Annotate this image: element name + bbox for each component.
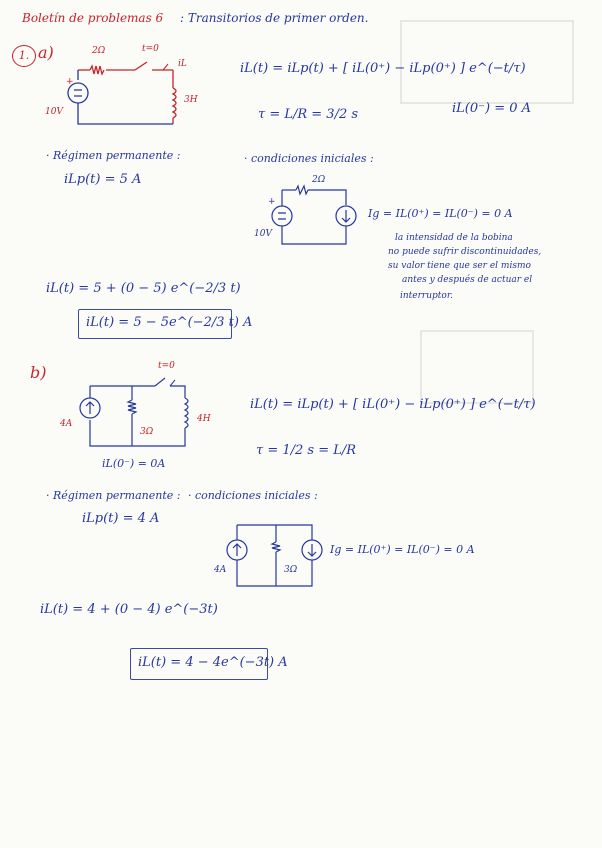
part-b-initial-heading: · condiciones iniciales : bbox=[188, 489, 318, 502]
circuit-b-blue bbox=[80, 378, 188, 446]
circuit-a-switch-label: t=0 bbox=[142, 44, 159, 54]
circuit-a-blue bbox=[68, 70, 173, 124]
circuit-a-r-label: 2Ω bbox=[92, 46, 106, 56]
part-a-steady-heading: · Régimen permanente : bbox=[46, 149, 181, 162]
part-a-substitution: iL(t) = 5 + (0 − 5) e^(−2/3 t) bbox=[46, 281, 241, 296]
initial-circuit-a-r: 2Ω bbox=[312, 175, 326, 185]
circuit-a-l-label: 3H bbox=[184, 95, 198, 105]
part-a-note-line: antes y después de actuar el bbox=[402, 275, 533, 285]
initial-circuit-b-source: 4A bbox=[214, 565, 227, 575]
circuit-b-switch-label: t=0 bbox=[158, 361, 175, 371]
part-a-note-line: su valor tiene que ser el mismo bbox=[388, 261, 531, 271]
circuit-b-initial bbox=[227, 525, 322, 586]
circuit-b-r-label: 3Ω bbox=[140, 427, 154, 437]
circuit-b-l-label: 4H bbox=[197, 414, 211, 424]
header-subtitle: : Transitorios de primer orden. bbox=[180, 11, 369, 25]
part-b-steady-heading: · Régimen permanente : bbox=[46, 489, 181, 502]
part-a-label: a) bbox=[38, 43, 54, 62]
part-b-general-formula: iL(t) = iLp(t) + [ iL(0⁺) − iLp(0⁺) ] e^(−t/τ) bbox=[250, 397, 536, 412]
part-a-note-line: interruptor. bbox=[400, 291, 453, 301]
initial-circuit-a-source: 10V bbox=[254, 229, 272, 239]
circuit-a-red bbox=[78, 62, 176, 124]
part-a-note-line: no puede sufrir discontinuidades, bbox=[388, 247, 542, 257]
initial-circuit-a-plus: + bbox=[268, 197, 276, 207]
header-title: Boletín de problemas 6 bbox=[22, 11, 164, 25]
part-b-initial-eq: Ig = IL(0⁺) = IL(0⁻) = 0 A bbox=[330, 543, 475, 556]
circuit-a-initial bbox=[272, 186, 356, 244]
part-b-substitution: iL(t) = 4 + (0 − 4) e^(−3t) bbox=[40, 602, 218, 617]
part-b-result: iL(t) = 4 − 4e^(−3t) A bbox=[138, 655, 288, 670]
circuit-a-source-label: 10V bbox=[45, 107, 63, 117]
circuit-b-initial-label: iL(0⁻) = 0A bbox=[102, 457, 166, 470]
problem-number: 1. bbox=[12, 45, 36, 67]
part-a-general-formula: iL(t) = iLp(t) + [ iL(0⁺) − iLp(0⁺) ] e^(−t/τ) bbox=[240, 61, 526, 76]
circuit-a-il-label: iL bbox=[178, 59, 187, 69]
part-b-label: b) bbox=[30, 363, 47, 382]
circuit-b-source-label: 4A bbox=[60, 419, 73, 429]
part-a-note-line: la intensidad de la bobina bbox=[395, 233, 513, 243]
part-a-result: iL(t) = 5 − 5e^(−2/3 t) A bbox=[86, 315, 253, 330]
part-a-steady-value: iLp(t) = 5 A bbox=[64, 172, 142, 187]
part-a-tau: τ = L/R = 3/2 s bbox=[258, 107, 359, 122]
part-b-tau: τ = 1/2 s = L/R bbox=[256, 443, 357, 458]
part-a-initial-heading: · condiciones iniciales : bbox=[244, 152, 374, 165]
part-a-initial-eq: Ig = IL(0⁺) = IL(0⁻) = 0 A bbox=[368, 207, 513, 220]
initial-circuit-b-r: 3Ω bbox=[284, 565, 298, 575]
part-a-initial-value: iL(0⁻) = 0 A bbox=[452, 101, 532, 116]
part-b-steady-value: iLp(t) = 4 A bbox=[82, 511, 160, 526]
circuit-a-plus: + bbox=[66, 77, 74, 87]
